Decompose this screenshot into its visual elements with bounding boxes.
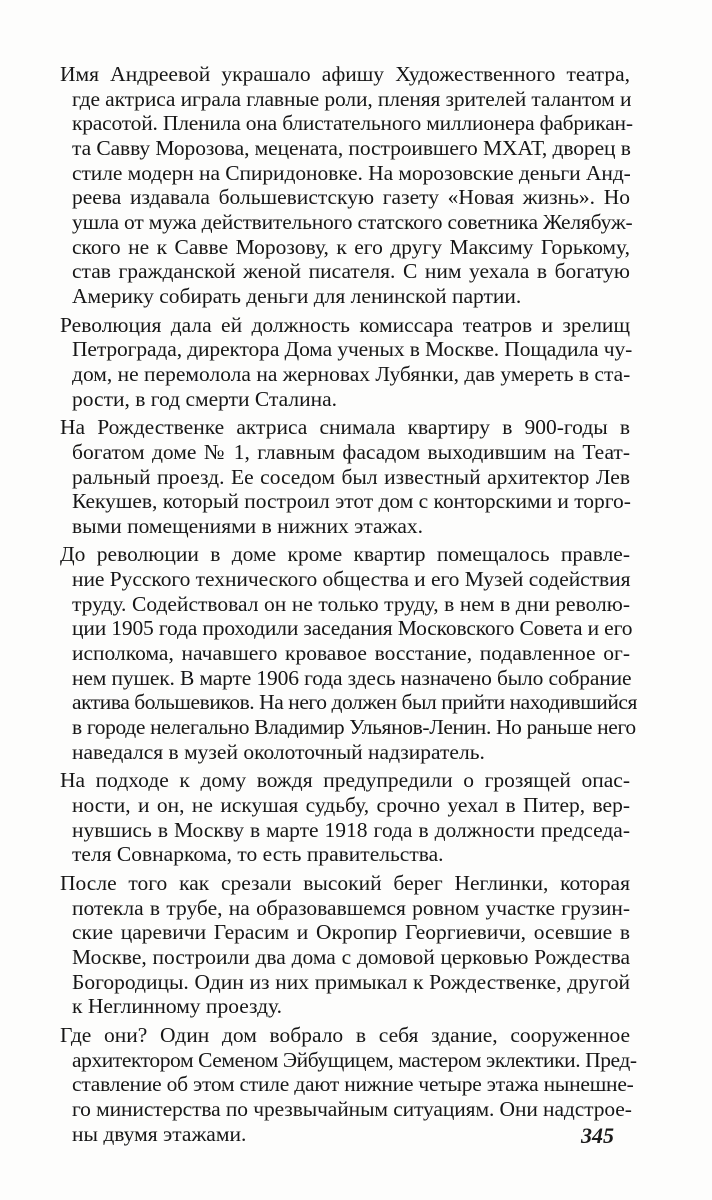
text-line: исполкома, начавшего кровавое восстание, подавленное ог- xyxy=(72,641,630,666)
text-line: На подходе к дому вождя предупредили о грозящей опас- xyxy=(60,768,630,793)
text-line: Революция дала ей должность комиссара театров и зрелищ xyxy=(60,312,630,337)
text-line: ушла от мужа действительного статского советника Желябуж- xyxy=(72,209,633,234)
text-line: ские царевичи Герасим и Окропир Георгиевичи, осевшие в xyxy=(72,920,630,945)
text-line: труду. Содействовал он не только труду, в нем в дни револю- xyxy=(72,591,630,616)
text-line: Кекушев, который построил этот дом с конторскими и торго- xyxy=(72,489,631,514)
text-line: ны двумя этажами. xyxy=(72,1121,247,1146)
paragraph xyxy=(60,62,633,309)
text-line: к Неглинному проезду. xyxy=(72,994,283,1019)
text-line: го министерства по чрезвычайным ситуациям. Они надстрое- xyxy=(72,1096,632,1121)
body-text xyxy=(60,62,637,1150)
text-line: До революции в доме кроме квартир помещалось правле- xyxy=(60,542,630,567)
text-line: актива большевиков. На него должен был прийти находившийся xyxy=(72,690,637,715)
paragraph xyxy=(60,768,630,867)
text-line: потекла в трубе, на образовавшемся ровном участке грузин- xyxy=(72,895,630,920)
text-line: Петрограда, директора Дома ученых в Москве. Пощадила чу- xyxy=(72,337,633,362)
paragraph xyxy=(60,312,633,412)
text-line: нем пушек. В марте 1906 года здесь назначено было собрание xyxy=(72,665,632,690)
text-line: Москве, построили два дома с домовой церковью Рождества xyxy=(72,944,630,969)
text-line: выми помещениями в нижних этажах. xyxy=(72,513,424,538)
paragraph xyxy=(60,542,637,764)
paragraph xyxy=(60,871,630,1019)
text-line: На Рождественке актриса снимала квартиру в 900-годы в xyxy=(60,415,630,440)
text-line: архитектором Семеном Эйбущицем, мастером эклектики. Пред- xyxy=(72,1047,637,1072)
text-line: нувшись в Москву в марте 1918 года в должности председа- xyxy=(72,817,630,842)
text-line: ральный проезд. Ее соседом был известный архитектор Лев xyxy=(72,464,630,489)
text-line: рости, в год смерти Сталина. xyxy=(72,386,338,411)
text-line: теля Совнаркома, то есть правительства. xyxy=(72,842,444,867)
text-line: в городе нелегально Владимир Ульянов-Ленин. Но раньше него xyxy=(72,715,636,740)
text-line: ние Русского технического общества и его Музей содействия xyxy=(72,567,631,592)
text-line: ции 1905 года проходили заседания Московского Совета и его xyxy=(72,616,633,641)
text-line: Богородицы. Один из них примыкал к Рождественке, другой xyxy=(72,969,630,994)
text-line: та Савву Морозова, мецената, построившего МХАТ, дворец в xyxy=(72,135,631,160)
page-number: 345 xyxy=(581,1123,614,1148)
text-line: После того как срезали высокий берег Неглинки, которая xyxy=(60,871,630,895)
text-line: Имя Андреевой украшало афишу Художественного театра, xyxy=(60,62,630,86)
text-line: ского не к Савве Морозову, к его другу Максиму Горькому, xyxy=(72,234,630,259)
text-line: реева издавала большевистскую газету «Новая жизнь». Но xyxy=(72,185,630,210)
paragraph xyxy=(60,1022,637,1146)
paragraph xyxy=(60,415,631,538)
text-line: наведался в музей околоточный надзиратель. xyxy=(72,739,485,764)
text-line: стиле модерн на Спиридоновке. На морозовские деньги Анд- xyxy=(72,160,631,185)
text-line: богатом доме № 1, главным фасадом выходившим на Теат- xyxy=(72,439,630,464)
text-line: Где они? Один дом вобрало в себя здание, сооруженное xyxy=(60,1022,630,1047)
text-line: Америку собирать деньги для ленинской партии. xyxy=(72,283,522,308)
text-line: красотой. Пленила она блистательного миллионера фабрикан- xyxy=(72,111,633,136)
text-line: где актриса играла главные роли, пленяя зрителей талантом и xyxy=(72,86,632,111)
text-line: став гражданской женой писателя. С ним уехала в богатую xyxy=(72,259,630,284)
text-line: дом, не перемолола на жерновах Лубянки, дав умереть в ста- xyxy=(72,361,631,386)
text-line: ности, и он, не искушая судьбу, срочно уехал в Питер, вер- xyxy=(72,793,630,818)
text-line: ставление об этом стиле дают нижние четыре этажа нынешне- xyxy=(72,1072,634,1097)
